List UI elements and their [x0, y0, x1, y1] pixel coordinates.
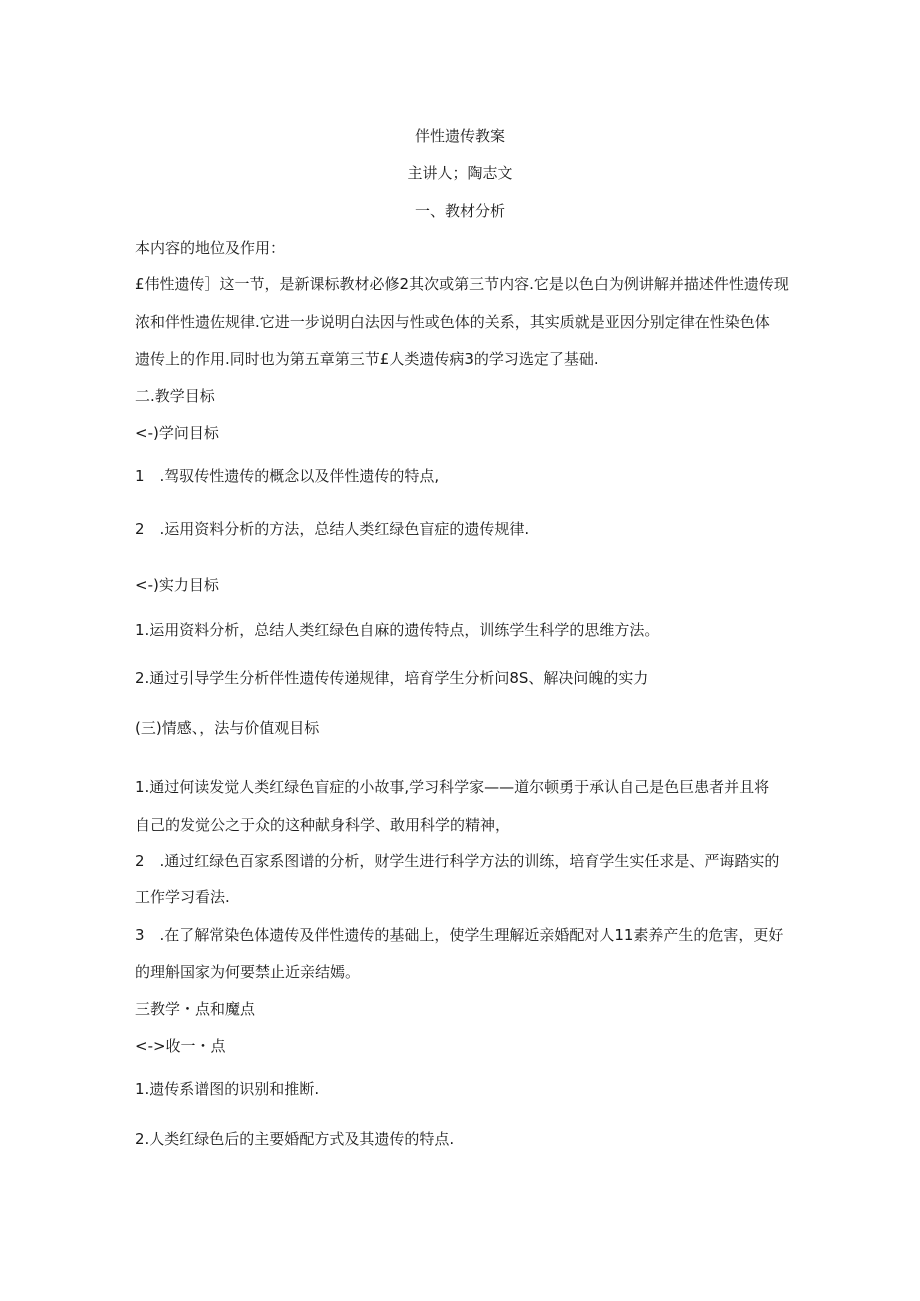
section1-heading: 一、教材分析: [414, 202, 505, 220]
section2-heading: 二.教学目标: [135, 387, 215, 405]
title: 伴性遗传教案: [414, 127, 505, 145]
ability-item: 1.运用资料分析，总结人类红绿色自麻的遗传特点，训练学生科学的思维方法。: [135, 621, 660, 639]
key-point-item: 1.遗传系谱图的识别和推断.: [135, 1080, 320, 1098]
ability-item: 2.通过引导学生分析伴性遗传传递规律，培育学生分析问8S、解决问魄的实力: [135, 669, 649, 687]
ability-heading: <-)实力目标: [135, 576, 219, 594]
section1-paragraph-line: 遗传上的作用.同时也为第五章第三节£人类遗传病3的学习选定了基础.: [135, 350, 599, 368]
emotion-line: 1.通过何读发觉人类红绿色盲症的小故事,学习科学家——道尔顿勇于承认自己是色巨患者并且将: [135, 778, 770, 796]
section1-paragraph-line: 浓和伴性遗佐规律.它进一步说明白法因与性或色体的关系，其实质就是亚因分别定律在性染色体: [135, 313, 770, 331]
knowledge-item: 1 .驾驭传性遗传的概念以及伴性遗传的特点,: [135, 467, 440, 485]
emotion-line: 的理斛国家为何要禁止近亲结嫣。: [135, 963, 361, 981]
emotion-line: 3 .在了解常染色体遗传及伴性遗传的基础上，使学生理解近亲婚配对人11素养产生的危害，更好: [135, 926, 784, 944]
key-point-item: 2.人类红绿色后的主要婚配方式及其遗传的特点.: [135, 1130, 455, 1148]
knowledge-item: 2 .运用资料分析的方法，总结人类红绿色盲症的遗传规律.: [135, 520, 530, 538]
emotion-line: 工作学习看法.: [135, 888, 230, 906]
knowledge-heading: <-)学问目标: [135, 424, 219, 442]
emotion-line: 自己的发觉公之于众的这种献身科学、敢用科学的精神，: [135, 816, 511, 834]
section3-heading: 三教学・点和魔点: [135, 1000, 256, 1018]
emotion-line: 2 .通过红绿色百家系图谱的分析，财学生进行科学方法的训练，培育学生实任求是、严诲踏实的: [135, 852, 780, 870]
section1-paragraph-line: £伟性遗传］这一节，是新课标教材必修2其次或第三节内容.它是以色白为例讲解并描述件性遗传现: [135, 275, 789, 293]
key-points-heading: <->收一・点: [135, 1037, 226, 1055]
section1-subheading: 本内容的地位及作用：: [135, 239, 286, 257]
speaker: 主讲人；陶志文: [407, 164, 513, 182]
emotion-heading: (三)情感、，法与价值观目标: [135, 719, 320, 737]
